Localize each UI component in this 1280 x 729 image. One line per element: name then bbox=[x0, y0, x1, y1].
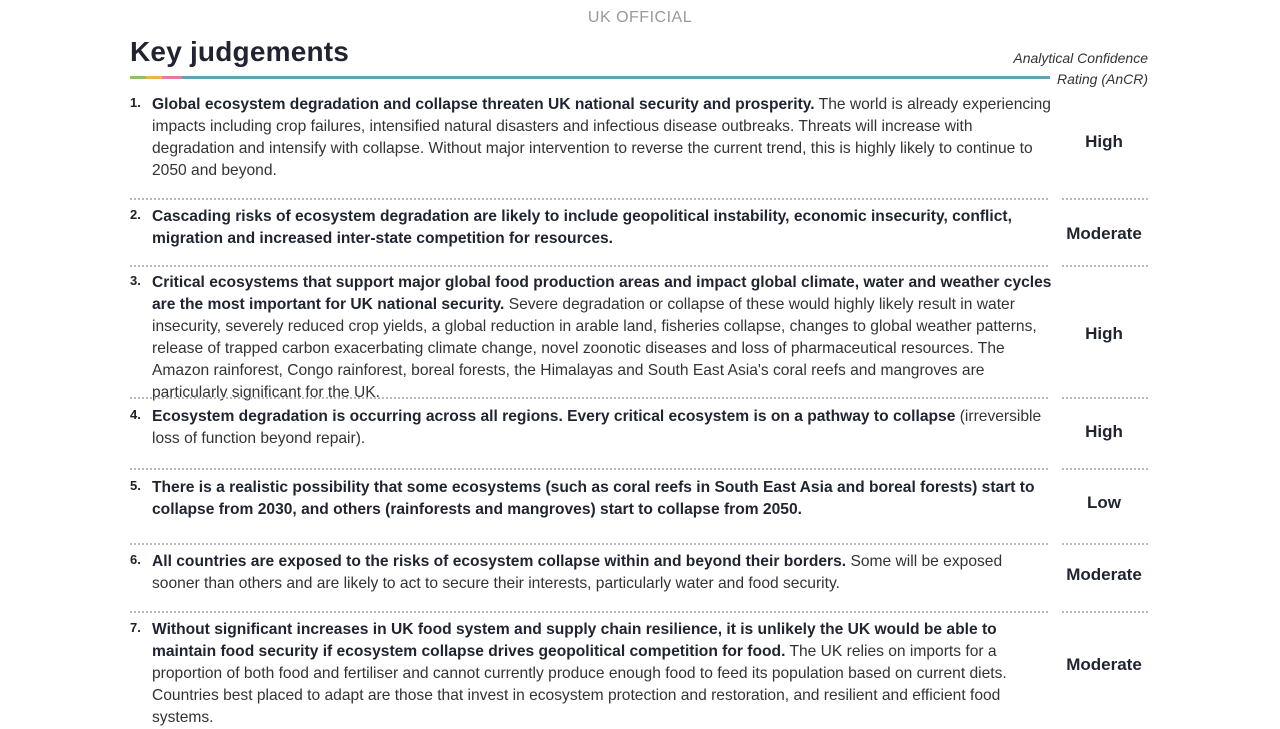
confidence-rating: Moderate bbox=[1066, 565, 1142, 584]
classification-marking: UK OFFICIAL bbox=[587, 9, 693, 26]
confidence-rating: Low bbox=[1087, 493, 1121, 512]
row-divider bbox=[130, 397, 1048, 399]
confidence-rating: High bbox=[1085, 422, 1123, 441]
judgement-number: 1. bbox=[130, 95, 141, 110]
judgement-number: 5. bbox=[130, 478, 141, 493]
judgement-detail: Severe degradation or collapse of these would highly likely result in water insecurity, severely reduced crop yields, a global reduction in arable land, fisheries collapse, changes to global weather patterns, release of trapped carbon exacerbating climate change, novel zoonotic diseases and loss of pharmaceutical resources. The Amazon rainforest, Congo rainforest, boreal forests, the Himalayas and South East Asia's coral reefs and mangroves are particularly significant for the UK. bbox=[152, 296, 1037, 401]
judgement-text bbox=[152, 619, 1052, 729]
judgement-row bbox=[130, 206, 1148, 258]
judgement-row bbox=[130, 272, 1148, 401]
rating-divider bbox=[1062, 611, 1148, 613]
confidence-rating: High bbox=[1085, 324, 1123, 343]
judgement-row bbox=[130, 619, 1148, 726]
judgement-detail: (irreversible loss of function beyond repair). bbox=[152, 408, 1042, 447]
judgement-headline: Without significant increases in UK food system and supply chain resilience, it is unlikely the UK would be able to maintain food security if ecosystem collapse drives geopolitical competition for food. bbox=[152, 621, 997, 660]
page-title: Key judgements bbox=[130, 36, 350, 67]
rating-divider bbox=[1062, 543, 1148, 545]
judgement-text bbox=[152, 477, 1052, 521]
judgement-number: 4. bbox=[130, 407, 141, 422]
judgement-detail: The UK relies on imports for a proportion of both food and fertiliser and cannot currently produce enough food to feed its population based on current diets. Countries best placed to adapt are those that invest in ecosystem protection and restoration, and resilient and efficient food systems. bbox=[152, 643, 1007, 726]
judgement-number: 2. bbox=[130, 207, 141, 222]
judgement-number: 7. bbox=[130, 620, 141, 635]
rating-divider bbox=[1062, 468, 1148, 470]
rating-divider bbox=[1062, 265, 1148, 267]
confidence-rating: Moderate bbox=[1066, 224, 1142, 243]
row-divider bbox=[130, 543, 1048, 545]
rating-divider bbox=[1062, 198, 1148, 200]
judgement-headline: Cascading risks of ecosystem degradation are likely to include geopolitical instability, economic insecurity, conflict, migration and increased inter-state competition for resources. bbox=[152, 208, 1012, 247]
row-divider bbox=[130, 468, 1048, 470]
judgement-text bbox=[152, 94, 1052, 182]
judgement-headline: Critical ecosystems that support major global food production areas and impact global climate, water and weather cycles are the most important for UK national security. bbox=[152, 274, 1052, 313]
judgement-detail: Some will be exposed sooner than others and are likely to act to secure their interests, particularly water and food security. bbox=[152, 553, 1003, 592]
judgement-row bbox=[130, 477, 1148, 533]
judgement-text bbox=[152, 406, 1052, 450]
judgement-text bbox=[152, 206, 1052, 250]
confidence-column-header: Analytical Confidence Rating (AnCR) bbox=[1013, 50, 1148, 87]
judgement-headline: Global ecosystem degradation and collapse threaten UK national security and prosperity. bbox=[152, 96, 815, 113]
judgement-row bbox=[130, 551, 1148, 603]
rating-divider bbox=[1062, 397, 1148, 399]
row-divider bbox=[130, 198, 1048, 200]
judgement-headline: Ecosystem degradation is occurring across all regions. Every critical ecosystem is on a pathway to collapse bbox=[152, 408, 956, 425]
judgement-detail: The world is already experiencing impacts including crop failures, intensified natural disasters and infectious disease outbreaks. Threats will increase with degradation and intensify with collapse. Without major intervention to reverse the current trend, this is highly likely to continue to 2050 and beyond. bbox=[152, 96, 1051, 179]
title-rule-accent bbox=[130, 76, 182, 79]
judgement-headline: All countries are exposed to the risks of ecosystem collapse within and beyond their borders. bbox=[152, 553, 847, 570]
judgement-row bbox=[130, 94, 1148, 190]
row-divider bbox=[130, 265, 1048, 267]
confidence-rating: Moderate bbox=[1066, 655, 1142, 674]
row-divider bbox=[130, 611, 1048, 613]
confidence-rating: High bbox=[1085, 132, 1123, 151]
title-rule bbox=[130, 76, 1050, 79]
judgement-number: 6. bbox=[130, 552, 141, 567]
judgement-text bbox=[152, 551, 1052, 595]
judgement-number: 3. bbox=[130, 273, 141, 288]
judgement-row bbox=[130, 406, 1148, 458]
judgement-headline: There is a realistic possibility that some ecosystems (such as coral reefs in South East Asia and boreal forests) start to collapse from 2030, and others (rainforests and mangroves) start to collapse from 2050. bbox=[152, 479, 1035, 518]
judgement-text bbox=[152, 272, 1052, 404]
